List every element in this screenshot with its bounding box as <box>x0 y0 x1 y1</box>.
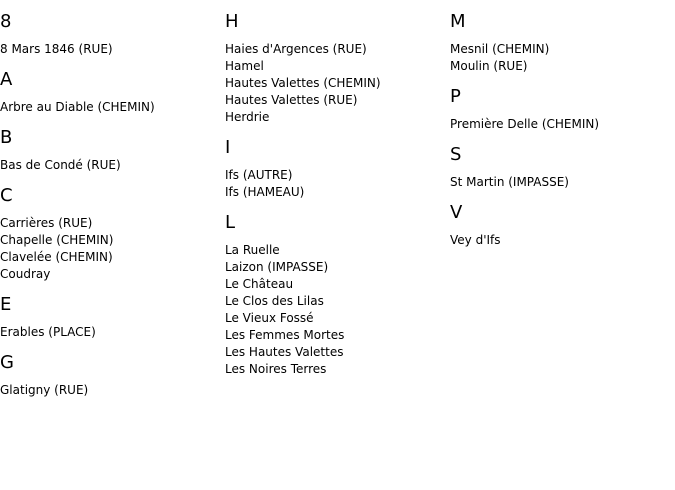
street-link-ifs-autre[interactable]: Ifs (AUTRE) <box>225 168 293 182</box>
street-link-les-noires-terres[interactable]: Les Noires Terres <box>225 362 327 376</box>
street-list <box>225 167 445 201</box>
letter-group-c <box>0 185 220 283</box>
street-link-chapelle-chemin[interactable]: Chapelle (CHEMIN) <box>0 233 114 247</box>
street-link-8-mars-1846-rue[interactable]: 8 Mars 1846 (RUE) <box>0 42 113 56</box>
street-link-le-clos-des-lilas[interactable]: Le Clos des Lilas <box>225 294 324 308</box>
letter-group-g <box>0 352 220 399</box>
street-link-glatigny-rue[interactable]: Glatigny (RUE) <box>0 383 89 397</box>
street-list <box>225 41 445 126</box>
street-link-premiere-delle-chemin[interactable]: Première Delle (CHEMIN) <box>450 117 600 131</box>
street-link-vey-d-ifs[interactable]: Vey d'Ifs <box>450 233 501 247</box>
letter-group-a <box>0 69 220 116</box>
letter-heading: E <box>0 294 12 315</box>
letter-group-h <box>225 11 445 126</box>
street-list <box>450 116 670 133</box>
street-link-bas-de-conde-rue[interactable]: Bas de Condé (RUE) <box>0 158 121 172</box>
street-list <box>0 324 220 341</box>
letter-group-v <box>450 202 670 249</box>
letter-heading: H <box>225 11 239 32</box>
letter-heading: S <box>450 144 462 165</box>
street-link-hautes-valettes-rue[interactable]: Hautes Valettes (RUE) <box>225 93 358 107</box>
street-list <box>0 157 220 174</box>
letter-heading: L <box>225 212 236 233</box>
letter-group-s <box>450 144 670 191</box>
street-list <box>450 232 670 249</box>
street-link-haies-d-argences-rue[interactable]: Haies d'Argences (RUE) <box>225 42 367 56</box>
letter-heading: A <box>0 69 13 90</box>
street-link-st-martin-impasse[interactable]: St Martin (IMPASSE) <box>450 175 569 189</box>
letter-heading: I <box>225 137 231 158</box>
street-link-arbre-au-diable-chemin[interactable]: Arbre au Diable (CHEMIN) <box>0 100 155 114</box>
street-link-ifs-hameau[interactable]: Ifs (HAMEAU) <box>225 185 305 199</box>
letter-heading: B <box>0 127 13 148</box>
street-list <box>0 382 220 399</box>
street-link-laizon-impasse[interactable]: Laizon (IMPASSE) <box>225 260 329 274</box>
letter-heading: V <box>450 202 463 223</box>
letter-group-8 <box>0 11 220 58</box>
street-list <box>0 41 220 58</box>
street-link-les-femmes-mortes[interactable]: Les Femmes Mortes <box>225 328 345 342</box>
letter-group-b <box>0 127 220 174</box>
street-list <box>225 242 445 378</box>
letter-heading: G <box>0 352 14 373</box>
street-link-hautes-valettes-chemin[interactable]: Hautes Valettes (CHEMIN) <box>225 76 381 90</box>
street-link-le-chateau[interactable]: Le Château <box>225 277 294 291</box>
street-list <box>0 215 220 283</box>
index-column-3 <box>450 0 670 257</box>
letter-heading: P <box>450 86 461 107</box>
letter-group-l <box>225 212 445 378</box>
street-link-hamel[interactable]: Hamel <box>225 59 264 73</box>
street-list <box>450 174 670 191</box>
street-link-le-vieux-fosse[interactable]: Le Vieux Fossé <box>225 311 314 325</box>
index-column-2 <box>225 0 445 386</box>
street-link-coudray[interactable]: Coudray <box>0 267 51 281</box>
street-link-erables-place[interactable]: Erables (PLACE) <box>0 325 96 339</box>
street-link-carrieres-rue[interactable]: Carrières (RUE) <box>0 216 93 230</box>
street-link-moulin-rue[interactable]: Moulin (RUE) <box>450 59 528 73</box>
letter-group-i <box>225 137 445 201</box>
letter-heading: M <box>450 11 466 32</box>
street-link-herdrie[interactable]: Herdrie <box>225 110 270 124</box>
street-link-mesnil-chemin[interactable]: Mesnil (CHEMIN) <box>450 42 550 56</box>
letter-group-m <box>450 11 670 75</box>
letter-group-e <box>0 294 220 341</box>
street-list <box>0 99 220 116</box>
street-link-les-hautes-valettes[interactable]: Les Hautes Valettes <box>225 345 344 359</box>
street-list <box>450 41 670 75</box>
street-link-clavelee-chemin[interactable]: Clavelée (CHEMIN) <box>0 250 113 264</box>
letter-heading: C <box>0 185 13 206</box>
letter-group-p <box>450 86 670 133</box>
index-column-1 <box>0 0 220 407</box>
letter-heading: 8 <box>0 11 12 32</box>
street-link-la-ruelle[interactable]: La Ruelle <box>225 243 280 257</box>
